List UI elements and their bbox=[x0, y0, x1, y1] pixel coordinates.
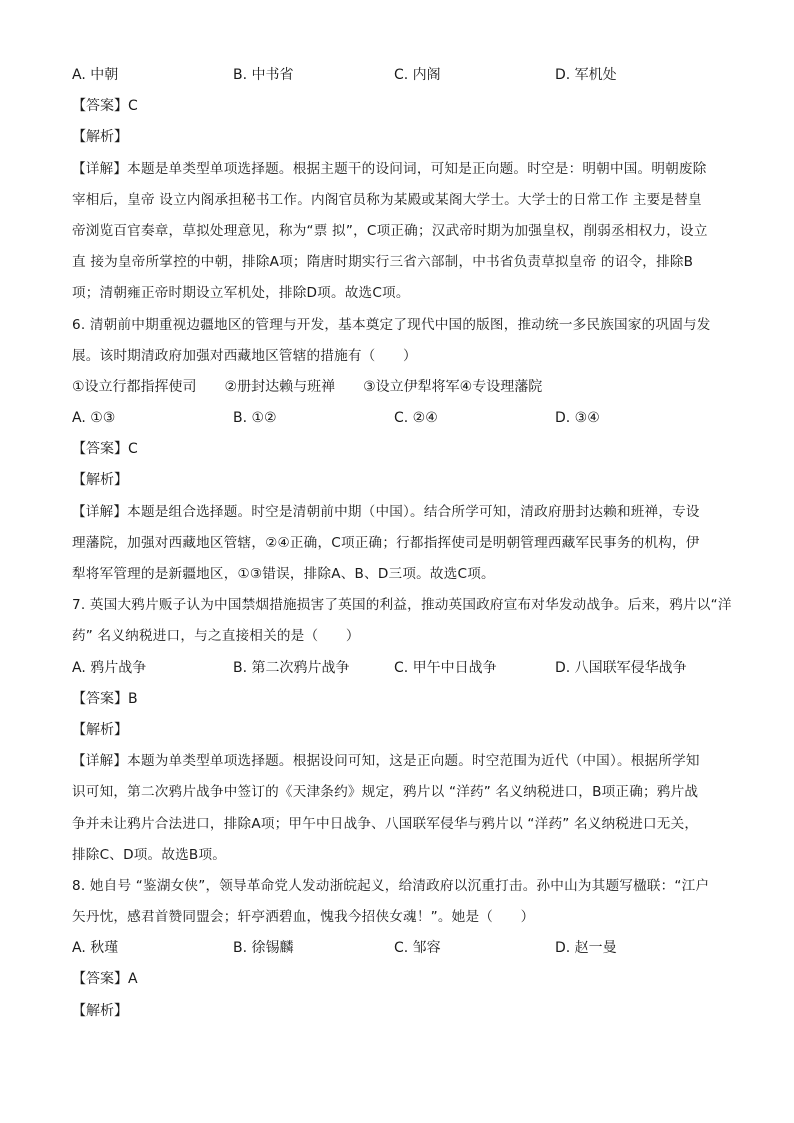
q5-options bbox=[72, 60, 722, 91]
q8-option-c: C. 邹容 bbox=[394, 940, 441, 957]
q8-stem-line: 8. 她自号 “鉴湖女侠”，领导革命党人发动浙皖起义，给清政府以沉重打击。孙中山为其题写楹联：“江户 bbox=[72, 877, 710, 894]
q5-detail-line: 直 接为皇帝所掌控的中朝，排除A项；隋唐时期实行三省六部制，中书省负责草拟皇帝 的诏令，排除B bbox=[72, 254, 694, 271]
q6-detail-line: 理藩院，加强对西藏地区管辖，②④正确，C项正确；行都指挥使司是明朝管理西藏军民事务的机构，伊 bbox=[72, 534, 700, 551]
q5-detail-line: 项；清朝雍正帝时期设立军机处，排除D项。故选C项。 bbox=[72, 285, 410, 302]
q7-answer: 【答案】B bbox=[72, 690, 138, 707]
q7-options bbox=[72, 653, 722, 684]
q5-option-a: A. 中朝 bbox=[72, 67, 119, 83]
q7-stem-line: 药” 名义纳税进口，与之直接相关的是（ ） bbox=[72, 628, 360, 645]
q6-analysis-label: 【解析】 bbox=[72, 472, 128, 489]
q7-option-b: B. 第二次鸦片战争 bbox=[233, 659, 350, 676]
q7-option-a: A. 鸦片战争 bbox=[72, 659, 147, 676]
q7-analysis-label: 【解析】 bbox=[72, 721, 128, 738]
q7-detail-line: 排除C、D项。故选B项。 bbox=[72, 846, 227, 863]
q6-option-a: A. ①③ bbox=[72, 410, 116, 427]
q6-detail-line: 犁将军管理的是新疆地区，①③错误，排除A、B、D三项。故选C项。 bbox=[72, 566, 495, 582]
document-page bbox=[72, 60, 732, 1027]
q5-answer: 【答案】C bbox=[72, 98, 138, 115]
q7-detail-line: 争并未让鸦片合法进口，排除A项；甲午中日战争、八国联军侵华与鸦片以 “洋药” 名义纳税进口无关， bbox=[72, 815, 699, 832]
q7-detail-line: 识可知，第二次鸦片战争中签订的《天津条约》规定，鸦片以 “洋药” 名义纳税进口，B项正确；鸦片战 bbox=[72, 784, 699, 801]
q6-items: ①设立行都指挥使司 ②册封达赖与班禅 ③设立伊犁将军④专设理藩院 bbox=[72, 378, 543, 395]
q7-option-c: C. 甲午中日战争 bbox=[394, 659, 497, 676]
q5-option-c: C. 内阁 bbox=[394, 67, 441, 83]
q5-detail bbox=[72, 154, 722, 310]
q8-analysis-label: 【解析】 bbox=[72, 1002, 128, 1019]
q7-stem bbox=[72, 590, 732, 652]
q5-analysis-label: 【解析】 bbox=[72, 129, 128, 146]
q5-detail-line: 宰相后，皇帝 设立内阁承担秘书工作。内阁官员称为某殿或某阁大学士。大学士的日常工作 主要是替皇 bbox=[72, 191, 702, 208]
q6-option-b: B. ①② bbox=[233, 410, 277, 427]
q6-options bbox=[72, 403, 722, 434]
q5-detail-line: 【详解】本题是单类型单项选择题。根据主题干的设问词，可知是正向题。时空是：明朝中国。明朝废除 bbox=[72, 160, 707, 177]
q6-option-c: C. ②④ bbox=[394, 410, 438, 427]
q6-detail-line: 【详解】本题是组合选择题。时空是清朝前中期（中国）。结合所学可知，清政府册封达赖和班禅，专设 bbox=[72, 503, 700, 520]
q6-stem-line: 6. 清朝前中期重视边疆地区的管理与开发，基本奠定了现代中国的版图，推动统一多民族国家的巩固与发 bbox=[72, 316, 711, 333]
q8-option-b: B. 徐锡麟 bbox=[233, 940, 294, 957]
q8-option-a: A. 秋瑾 bbox=[72, 940, 119, 957]
q5-detail-line: 帝浏览百官奏章，草拟处理意见，称为“票 拟”，C项正确；汉武帝时期为加强皇权，削弱丞相权力，设立 bbox=[72, 222, 708, 239]
q7-detail-line: 【详解】本题为单类型单项选择题。根据设问可知，这是正向题。时空范围为近代（中国）。根据所学知 bbox=[72, 753, 700, 770]
q6-option-d: D. ③④ bbox=[555, 410, 600, 427]
q5-option-d: D. 军机处 bbox=[555, 67, 617, 83]
q8-options bbox=[72, 933, 722, 964]
q8-stem-line: 矢丹忱，感君首赞同盟会；轩亭洒碧血，愧我今招侠女魂！”。她是（ ） bbox=[72, 909, 535, 926]
q6-stem bbox=[72, 310, 722, 372]
q8-stem bbox=[72, 871, 722, 933]
q5-option-b: B. 中书省 bbox=[233, 67, 294, 83]
q7-detail bbox=[72, 746, 722, 871]
q6-stem-line: 展。该时期清政府加强对西藏地区管辖的措施有（ ） bbox=[72, 347, 417, 364]
q6-answer: 【答案】C bbox=[72, 441, 138, 458]
q8-option-d: D. 赵一曼 bbox=[555, 940, 617, 957]
q7-stem-line: 7. 英国大鸦片贩子认为中国禁烟措施损害了英国的利益，推动英国政府宣布对华发动战争。后来，鸦片以“洋 bbox=[72, 597, 732, 614]
q6-detail bbox=[72, 497, 722, 591]
q7-option-d: D. 八国联军侵华战争 bbox=[555, 659, 687, 676]
q8-answer: 【答案】A bbox=[72, 971, 138, 988]
